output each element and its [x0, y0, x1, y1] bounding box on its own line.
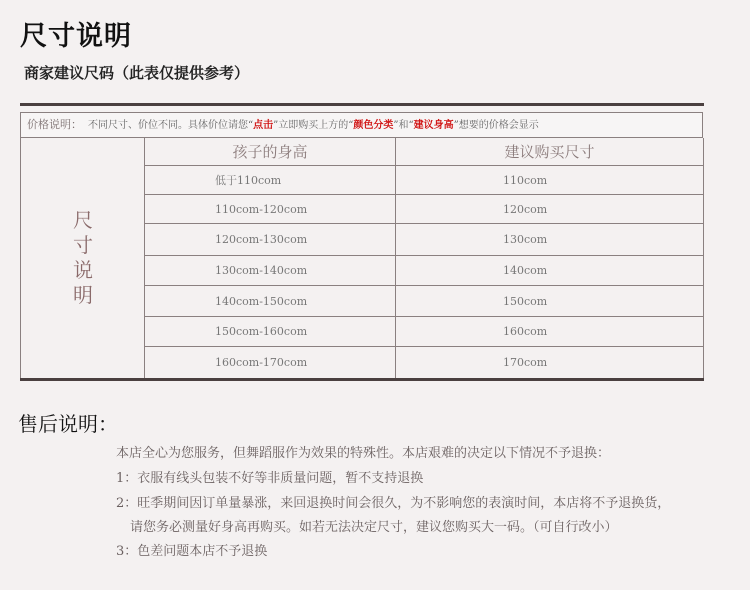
size-table-grid [144, 138, 704, 378]
side-label-char: 说 [73, 258, 93, 282]
price-note-highlight-height: 建议身高 [413, 120, 454, 131]
price-note-text-3: ”和“ [393, 120, 414, 131]
cell-height-range: 150com-160com [145, 317, 396, 346]
side-label-char: 寸 [73, 233, 93, 257]
price-note-label: 价格说明： [27, 118, 82, 131]
cell-size: 160com [503, 325, 548, 338]
after-sales-item-2: 2：旺季期间因订单量暴涨，来回退换时间会很久，为不影响您的表演时间，本店将不予退换货， [116, 496, 671, 511]
cell-height-range: 110com-120com [145, 195, 396, 223]
cell-size: 120com [503, 202, 548, 216]
table-header-row [145, 138, 703, 166]
cell-height-range: 低于110com [145, 166, 396, 194]
page-subtitle: 商家建议尺码（此表仅提供参考） [24, 64, 250, 82]
after-sales-intro: 本店全心为您服务，但舞蹈服作为效果的特殊性。本店艰难的决定以下情况不予退换： [116, 446, 611, 461]
price-note-text-2: ”立即购买上方的“ [273, 120, 354, 131]
price-note-bar [20, 112, 703, 138]
cell-size: 150com [503, 294, 548, 308]
cell-size: 130com [503, 233, 548, 246]
after-sales-title: 售后说明： [18, 412, 118, 436]
cell-size: 170com [503, 356, 548, 369]
side-label-char: 尺 [73, 208, 93, 232]
cell-height-range: 140com-150com [145, 286, 396, 316]
after-sales-item-3: 3：色差问题本店不予退换 [116, 544, 268, 559]
table-row [145, 224, 703, 256]
side-label-char: 明 [73, 283, 93, 307]
top-divider [20, 103, 704, 106]
table-row [145, 256, 703, 286]
size-table-side-label [69, 208, 97, 308]
cell-height-range: 160com-170com [145, 347, 396, 378]
table-row [145, 286, 703, 317]
table-row [145, 166, 703, 195]
cell-height-range: 120com-130com [145, 224, 396, 255]
price-note-highlight-color: 颜色分类 [353, 120, 394, 131]
table-row [145, 317, 703, 347]
page-title: 尺寸说明 [20, 21, 132, 52]
bottom-divider [20, 378, 704, 381]
after-sales-item-1: 1：衣服有线头包装不好等非质量问题，暂不支持退换 [116, 471, 424, 486]
table-row [145, 347, 703, 378]
after-sales-item-2-cont: 请您务必测量好身高再购买。如若无法决定尺寸，建议您购买大一码。（可自行改小） [130, 520, 618, 535]
size-table-side-cell [20, 138, 144, 378]
cell-size: 110com [503, 173, 548, 187]
cell-size: 140com [503, 264, 548, 277]
table-row [145, 195, 703, 224]
price-note-highlight-click: 点击 [253, 120, 274, 131]
cell-height-range: 130com-140com [145, 256, 396, 285]
price-note-text-4: ”想要的价格会显示 [453, 120, 539, 131]
header-suggested-size: 建议购买尺寸 [504, 143, 595, 161]
price-note-text-1: 不同尺寸、价位不同。具体价位请您“ [88, 120, 254, 131]
size-table [20, 138, 704, 378]
header-child-height: 孩子的身高 [145, 138, 396, 165]
